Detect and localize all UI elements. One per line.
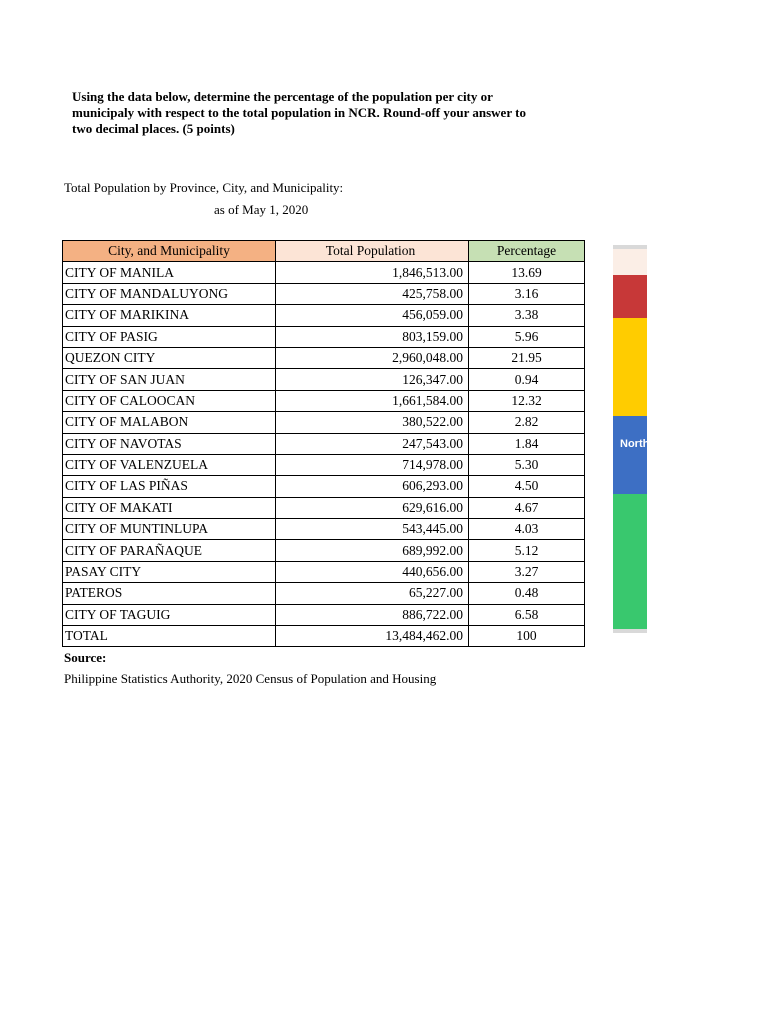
table-row — [63, 347, 585, 368]
cell-city: CITY OF PARAÑAQUE — [63, 540, 276, 561]
cell-percentage: 3.27 — [469, 561, 585, 582]
cell-percentage: 3.16 — [469, 283, 585, 304]
instructions-text: Using the data below, determine the percentage of the population per city or municipaly with respect to the total population in NCR. Round-off your answer to two decimal places. (5 points) — [72, 89, 526, 136]
table-row — [63, 540, 585, 561]
cell-percentage: 13.69 — [469, 262, 585, 283]
strip-segment-peach — [613, 249, 647, 275]
cell-city: CITY OF TAGUIG — [63, 604, 276, 625]
table-total-row — [63, 626, 585, 647]
cell-city: CITY OF MANDALUYONG — [63, 283, 276, 304]
cell-population: 689,992.00 — [276, 540, 469, 561]
cell-population: 456,059.00 — [276, 305, 469, 326]
cell-percentage: 4.67 — [469, 497, 585, 518]
cell-percentage: 0.48 — [469, 583, 585, 604]
cell-population: 606,293.00 — [276, 476, 469, 497]
cell-percentage: 3.38 — [469, 305, 585, 326]
side-chart-strip — [613, 245, 650, 633]
cell-population: 803,159.00 — [276, 326, 469, 347]
table-row — [63, 369, 585, 390]
source-text: Philippine Statistics Authority, 2020 Census of Population and Housing — [64, 671, 437, 686]
cell-population: 13,484,462.00 — [276, 626, 469, 647]
strip-segment-blue — [613, 416, 650, 494]
table-row — [63, 326, 585, 347]
cell-city: QUEZON CITY — [63, 347, 276, 368]
strip-label-north: North — [620, 438, 650, 450]
cell-population: 247,543.00 — [276, 433, 469, 454]
cell-population: 65,227.00 — [276, 583, 469, 604]
cell-population: 1,661,584.00 — [276, 390, 469, 411]
cell-percentage: 4.50 — [469, 476, 585, 497]
table-row — [63, 433, 585, 454]
cell-population: 1,846,513.00 — [276, 262, 469, 283]
cell-population: 543,445.00 — [276, 519, 469, 540]
table-row — [63, 561, 585, 582]
strip-segment-red — [613, 275, 647, 318]
header-city: City, and Municipality — [63, 241, 276, 262]
table-row — [63, 519, 585, 540]
cell-city: CITY OF SAN JUAN — [63, 369, 276, 390]
strip-segment-green — [613, 494, 647, 629]
cell-population: 886,722.00 — [276, 604, 469, 625]
source-label: Source: — [64, 650, 107, 665]
population-table — [62, 240, 585, 647]
cell-city: TOTAL — [63, 626, 276, 647]
header-percentage: Percentage — [469, 241, 585, 262]
cell-city: CITY OF MAKATI — [63, 497, 276, 518]
cell-population: 425,758.00 — [276, 283, 469, 304]
cell-percentage: 6.58 — [469, 604, 585, 625]
table-caption-title: Total Population by Province, City, and Municipality: — [64, 180, 344, 195]
cell-percentage: 21.95 — [469, 347, 585, 368]
table-row — [63, 497, 585, 518]
table-caption-date: as of May 1, 2020 — [214, 202, 309, 217]
cell-percentage: 5.12 — [469, 540, 585, 561]
cell-percentage: 5.30 — [469, 454, 585, 475]
table-row — [63, 283, 585, 304]
cell-percentage: 12.32 — [469, 390, 585, 411]
cell-percentage: 1.84 — [469, 433, 585, 454]
cell-city: CITY OF MALABON — [63, 412, 276, 433]
cell-city: CITY OF PASIG — [63, 326, 276, 347]
cell-city: CITY OF LAS PIÑAS — [63, 476, 276, 497]
cell-city: CITY OF NAVOTAS — [63, 433, 276, 454]
header-total-population: Total Population — [276, 241, 469, 262]
cell-population: 380,522.00 — [276, 412, 469, 433]
table-row — [63, 390, 585, 411]
cell-city: CITY OF VALENZUELA — [63, 454, 276, 475]
cell-city: CITY OF MARIKINA — [63, 305, 276, 326]
cell-city: PATEROS — [63, 583, 276, 604]
cell-percentage: 4.03 — [469, 519, 585, 540]
cell-city: CITY OF MUNTINLUPA — [63, 519, 276, 540]
table-row — [63, 454, 585, 475]
table-row — [63, 476, 585, 497]
table-row — [63, 262, 585, 283]
cell-city: CITY OF CALOOCAN — [63, 390, 276, 411]
table-header-row — [63, 241, 585, 262]
table-row — [63, 583, 585, 604]
cell-population: 629,616.00 — [276, 497, 469, 518]
cell-population: 714,978.00 — [276, 454, 469, 475]
cell-city: PASAY CITY — [63, 561, 276, 582]
cell-percentage: 5.96 — [469, 326, 585, 347]
cell-city: CITY OF MANILA — [63, 262, 276, 283]
cell-population: 2,960,048.00 — [276, 347, 469, 368]
table-row — [63, 604, 585, 625]
cell-population: 440,656.00 — [276, 561, 469, 582]
cell-population: 126,347.00 — [276, 369, 469, 390]
cell-percentage: 100 — [469, 626, 585, 647]
strip-segment-yellow — [613, 318, 647, 416]
cell-percentage: 0.94 — [469, 369, 585, 390]
strip-segment-bottom-border — [613, 629, 647, 633]
cell-percentage: 2.82 — [469, 412, 585, 433]
table-row — [63, 412, 585, 433]
table-row — [63, 305, 585, 326]
